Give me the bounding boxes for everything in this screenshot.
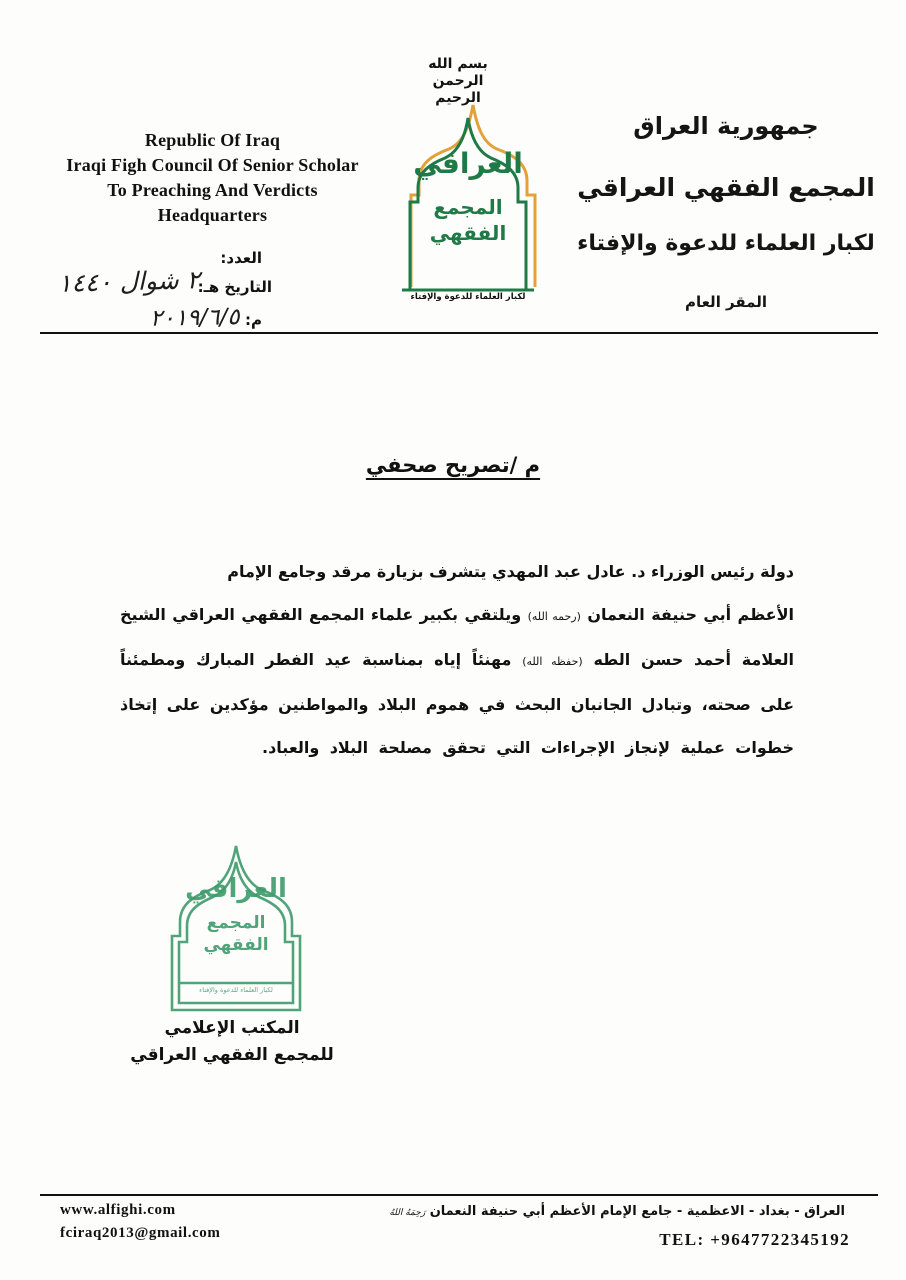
logo-word-iraqi: العراقي: [413, 147, 523, 180]
stamp-word-iraqi: العراقي: [185, 874, 287, 904]
footer-divider: [40, 1194, 878, 1196]
body-line-3: [120, 638, 794, 683]
honorific-note: (حفظه الله): [522, 655, 583, 668]
footer-address: [389, 1202, 845, 1223]
footer-honorific: رَحِمَهُ اللهُ: [389, 1208, 426, 1218]
arabic-country: جمهورية العراق: [633, 112, 819, 140]
english-country: Republic Of Iraq: [144, 130, 281, 150]
english-mission: To Preaching And Verdicts: [107, 180, 318, 200]
english-office: Headquarters: [157, 205, 268, 225]
logo-caption: لكبار العلماء للدعوة والإفتاء: [410, 292, 526, 302]
footer-address-text: العراق - بغداد - الاعظمية - جامع الإمام الأعظم أبي حنيفة النعمان: [429, 1204, 845, 1219]
logo-word-council: المجمع الفقهي: [429, 195, 507, 245]
body-line-1: دولة رئيس الوزراء د. عادل عبد المهدي يتشرف بزيارة مرقد وجامع الإمام: [227, 562, 794, 581]
gregorian-date-handwritten: ٢٠١٩/٦/٥: [150, 304, 241, 332]
stamp-word-council: المجمع الفقهي: [203, 913, 269, 955]
body-line-3-start: العلامة أحمد حسن الطه: [593, 650, 795, 669]
arabic-office: المقر العام: [684, 293, 768, 311]
signature-department: المكتب الإعلامي: [164, 1018, 300, 1038]
footer-website: www.alfighi.com: [60, 1202, 176, 1218]
honorific-note: (رحمه الله): [527, 610, 581, 623]
hijri-date-handwritten: ٢ شوال ١٤٤٠: [57, 265, 201, 298]
footer-telephone: TEL: +9647722345192: [659, 1230, 850, 1249]
stamp-caption: لكبار العلماء للدعوة والإفتاء: [199, 986, 273, 994]
press-statement-body: [120, 550, 794, 769]
body-line-2-start: الأعظم أبي حنيفة النعمان: [587, 605, 795, 624]
footer-email: fciraq2013@gmail.com: [60, 1225, 221, 1241]
signature-organization: للمجمع الفقهي العراقي: [130, 1045, 334, 1065]
body-line-5: خطوات عملية لإنجاز الإجراءات التي تحقق مصلحة البلاد والعباد.: [262, 738, 794, 757]
gregorian-date-label: م:: [245, 311, 262, 329]
basmala-calligraphy: بسم الله الرحمن الرحيم: [428, 56, 488, 106]
hijri-date-label: التاريخ هـ:: [197, 278, 272, 296]
arabic-scholars: لكبار العلماء للدعوة والإفتاء: [577, 231, 875, 256]
signature-block: [130, 1015, 334, 1069]
arabic-council: المجمع الفقهي العراقي: [577, 173, 875, 202]
reference-number-label: العدد:: [220, 249, 262, 267]
body-line-3-end: مهنئاً إياه بمناسبة عيد الفطر المبارك ومطمئناً: [120, 650, 512, 669]
english-council: Iraqi Figh Council Of Senior Scholar: [66, 155, 359, 175]
body-line-2-end: ويلتقي بكبير علماء المجمع الفقهي العراقي الشيخ: [120, 605, 522, 624]
english-letterhead: [40, 128, 385, 228]
header-divider: [40, 332, 878, 334]
body-line-2: [120, 593, 794, 638]
body-line-4: على صحته، وتبادل الجانبان البحث في هموم البلاد والمواطنين مؤكدين على إتخاذ: [120, 695, 794, 714]
document-title: م /تصريح صحفي: [365, 453, 541, 477]
